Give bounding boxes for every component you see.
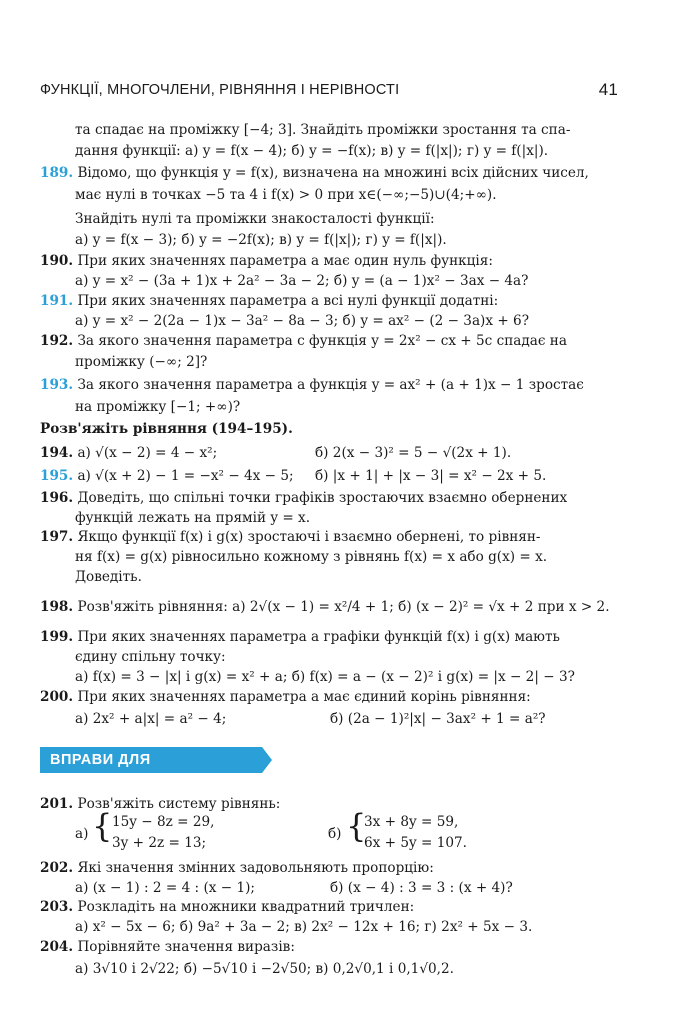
line-199-2: єдину спільну точку: xyxy=(75,649,226,665)
system-b-eq1: 3x + 8y = 59, xyxy=(364,814,459,830)
system-b-eq2: 6x + 5y = 107. xyxy=(364,835,467,851)
exercise-number: 202. xyxy=(40,860,74,876)
exercise-text: Відомо, що функція y = f(x), визначена на множині всіх дійсних чисел, xyxy=(77,165,589,181)
brace-a: { xyxy=(92,807,113,845)
exercise-number: 192. xyxy=(40,333,74,349)
exercise-201 xyxy=(40,795,620,813)
exercise-number: 201. xyxy=(40,796,74,812)
exercise-203 xyxy=(40,898,620,916)
exercise-190 xyxy=(40,252,620,270)
exercise-204 xyxy=(40,938,620,956)
exercise-text: Порівняйте значення виразів: xyxy=(77,939,295,955)
exercise-number: 191. xyxy=(40,293,74,309)
exercise-text: При яких значеннях параметра a графіки функцій f(x) і g(x) мають xyxy=(77,629,560,645)
line-188-cont-1: та спадає на проміжку [−4; 3]. Знайдіть проміжки зростання та спа- xyxy=(75,122,571,138)
exercise-number: 190. xyxy=(40,253,74,269)
line-197-2: ня f(x) = g(x) рівносильно кожному з рівнянь f(x) = x або g(x) = x. xyxy=(75,549,548,565)
section-instruction: Розв'яжіть рівняння (194–195). xyxy=(40,421,293,437)
line-189-3: Знайдіть нулі та проміжки знакосталості функції: xyxy=(75,211,435,227)
exercise-191 xyxy=(40,292,620,310)
exercise-199 xyxy=(40,628,620,646)
page-number: 41 xyxy=(598,80,618,99)
line-204-2: а) 3√10 і 2√22; б) −5√10 і −2√50; в) 0,2√0,1 і 0,1√0,2. xyxy=(75,961,454,977)
exercise-text: При яких значеннях параметра a має єдиний корінь рівняння: xyxy=(77,689,531,705)
exercise-text: Розкладіть на множники квадратний тричлен: xyxy=(77,899,415,915)
part-b: б) 2(x − 3)² = 5 − √(2x + 1). xyxy=(315,445,512,461)
exercise-text: При яких значеннях параметра a всі нулі функції додатні: xyxy=(77,293,499,309)
exercise-194 xyxy=(40,444,620,462)
line-189-4: а) y = f(x − 3); б) y = −2f(x); в) y = f(|x|); г) y = f(|x|). xyxy=(75,232,447,248)
line-197-3: Доведіть. xyxy=(75,569,142,585)
exercise-text: Якщо функції f(x) і g(x) зростаючі і взаємно обернені, то рівнян- xyxy=(77,529,541,545)
line-192-2: проміжку (−∞; 2]? xyxy=(75,354,208,370)
system-a-label: а) xyxy=(75,826,89,842)
exercise-193 xyxy=(40,376,620,394)
exercise-number: 193. xyxy=(40,377,74,393)
brace-b: { xyxy=(346,807,367,845)
exercise-192 xyxy=(40,332,620,350)
line-189-2: має нулі в точках −5 та 4 і f(x) > 0 при x∈(−∞;−5)∪(4;+∞). xyxy=(75,187,497,203)
line-188-cont-2: дання функції: а) y = f(x − 4); б) y = −f(x); в) y = f(|x|); г) y = f(|x|). xyxy=(75,143,549,159)
part-b: б) |x + 1| + |x − 3| = x² − 2x + 5. xyxy=(315,468,547,484)
exercise-number: 198. xyxy=(40,599,74,615)
exercise-number: 197. xyxy=(40,529,74,545)
line-200-2 xyxy=(40,710,655,728)
system-b-label: б) xyxy=(328,826,342,842)
exercise-text: За якого значення параметра a функція y = ax² + (a + 1)x − 1 зростає xyxy=(77,377,584,393)
exercise-text: Доведіть, що спільні точки графіків зростаючих взаємно обернених xyxy=(77,490,568,506)
exercise-202 xyxy=(40,859,620,877)
line-199-3: а) f(x) = 3 − |x| і g(x) = x² + a; б) f(x) = a − (x − 2)² і g(x) = |x − 2| − 3? xyxy=(75,669,575,685)
exercise-196 xyxy=(40,489,620,507)
exercise-198 xyxy=(40,598,620,616)
exercise-number: 200. xyxy=(40,689,74,705)
part-b: б) (2a − 1)²|x| − 3ax² + 1 = a²? xyxy=(330,711,546,727)
chapter-title: ФУНКЦІЇ, МНОГОЧЛЕНИ, РІВНЯННЯ І НЕРІВНОСТІ xyxy=(40,82,400,98)
part-a: а) √(x + 2) − 1 = −x² − 4x − 5; xyxy=(77,468,294,484)
page-header xyxy=(40,80,618,100)
exercise-text: Розв'яжіть систему рівнянь: xyxy=(77,796,281,812)
exercise-text: Розв'яжіть рівняння: а) 2√(x − 1) = x²/4 + 1; б) (x − 2)² = √x + 2 при x > 2. xyxy=(77,599,610,615)
part-a: а) 2x² + a|x| = a² − 4; xyxy=(75,711,227,727)
exercise-number: 196. xyxy=(40,490,74,506)
exercise-number: 199. xyxy=(40,629,74,645)
part-b: б) (x − 4) : 3 = 3 : (x + 4)? xyxy=(330,880,513,896)
system-a-eq2: 3y + 2z = 13; xyxy=(112,835,207,851)
exercise-text: При яких значеннях параметра a має один нуль функція: xyxy=(77,253,493,269)
section-banner: ВПРАВИ ДЛЯ ПОВТОРЕННЯ xyxy=(40,747,262,773)
exercise-197 xyxy=(40,528,620,546)
exercise-189 xyxy=(40,164,620,182)
line-203-2: а) x² − 5x − 6; б) 9a² + 3a − 2; в) 2x² − 12x + 16; г) 2x² + 5x − 3. xyxy=(75,919,533,935)
exercise-number: 189. xyxy=(40,165,74,181)
line-191-2: а) y = x² − 2(2a − 1)x − 3a² − 8a − 3; б) y = ax² − (2 − 3a)x + 6? xyxy=(75,313,529,329)
exercise-number: 194. xyxy=(40,445,74,461)
exercise-number: 195. xyxy=(40,468,74,484)
exercise-text: Які значення змінних задовольняють пропорцію: xyxy=(77,860,434,876)
system-a-eq1: 15y − 8z = 29, xyxy=(112,814,215,830)
line-193-2: на проміжку [−1; +∞)? xyxy=(75,399,241,415)
line-196-2: функцій лежать на прямій y = x. xyxy=(75,510,311,526)
part-a: а) (x − 1) : 2 = 4 : (x − 1); xyxy=(75,880,255,896)
line-190-2: а) y = x² − (3a + 1)x + 2a² − 3a − 2; б) y = (a − 1)x² − 3ax − 4a? xyxy=(75,273,529,289)
line-202-2 xyxy=(40,879,655,897)
exercise-number: 203. xyxy=(40,899,74,915)
exercise-200 xyxy=(40,688,620,706)
part-a: а) √(x − 2) = 4 − x²; xyxy=(77,445,218,461)
exercise-195 xyxy=(40,467,620,485)
exercise-number: 204. xyxy=(40,939,74,955)
exercise-text: За якого значення параметра c функція y = 2x² − cx + 5c спадає на xyxy=(77,333,567,349)
